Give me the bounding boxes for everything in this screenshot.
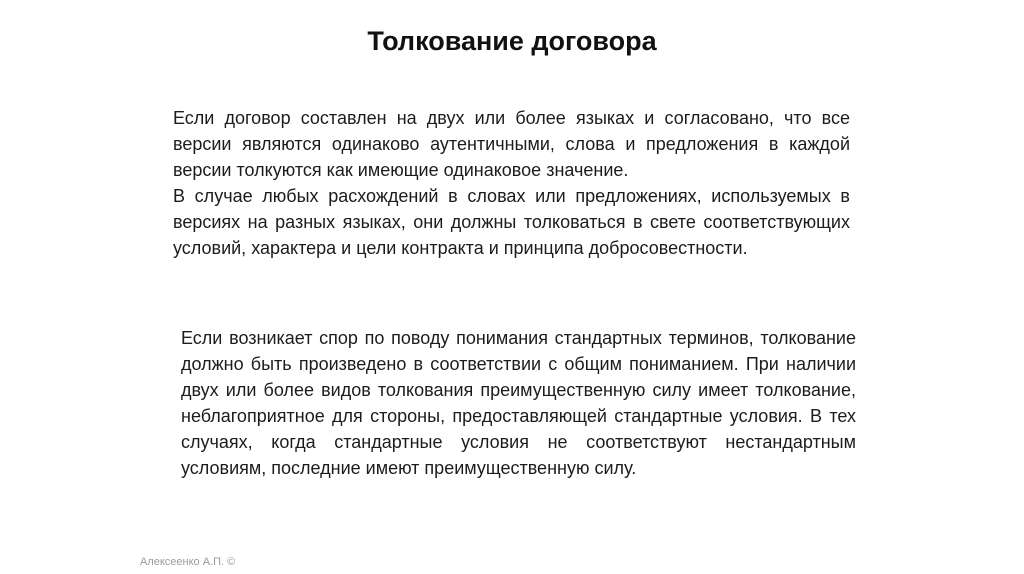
paragraph-authentic-versions: Если договор составлен на двух или более языках и согласовано, что все версии являются одинаково аутентичными, слова и предложения в каждой версии толкуются как имеющие одинаковое значение. xyxy=(173,108,850,180)
slide-title: Толкование договора xyxy=(367,26,657,56)
text-block-multilingual xyxy=(173,105,850,261)
text-block-standard-terms xyxy=(181,325,856,481)
footer-copyright: Алексеенко А.П. © xyxy=(140,556,236,568)
paragraph-discrepancies: В случае любых расхождений в словах или предложениях, используемых в версиях на разных языках, они должны толковаться в свете соответствующих условий, характера и цели контракта и принципа добросовестности. xyxy=(173,186,850,258)
paragraph-standard-terms: Если возникает спор по поводу понимания стандартных терминов, толкование должно быть произведено в соответствии с общим пониманием. При наличии двух или более видов толкования преимущественную силу имеет толкование, неблагоприятное для стороны, предоставляющей стандартные условия. В тех случаях, когда стандартные условия не соответствуют нестандартным условиям, последние имеют преимущественную силу. xyxy=(181,328,856,478)
